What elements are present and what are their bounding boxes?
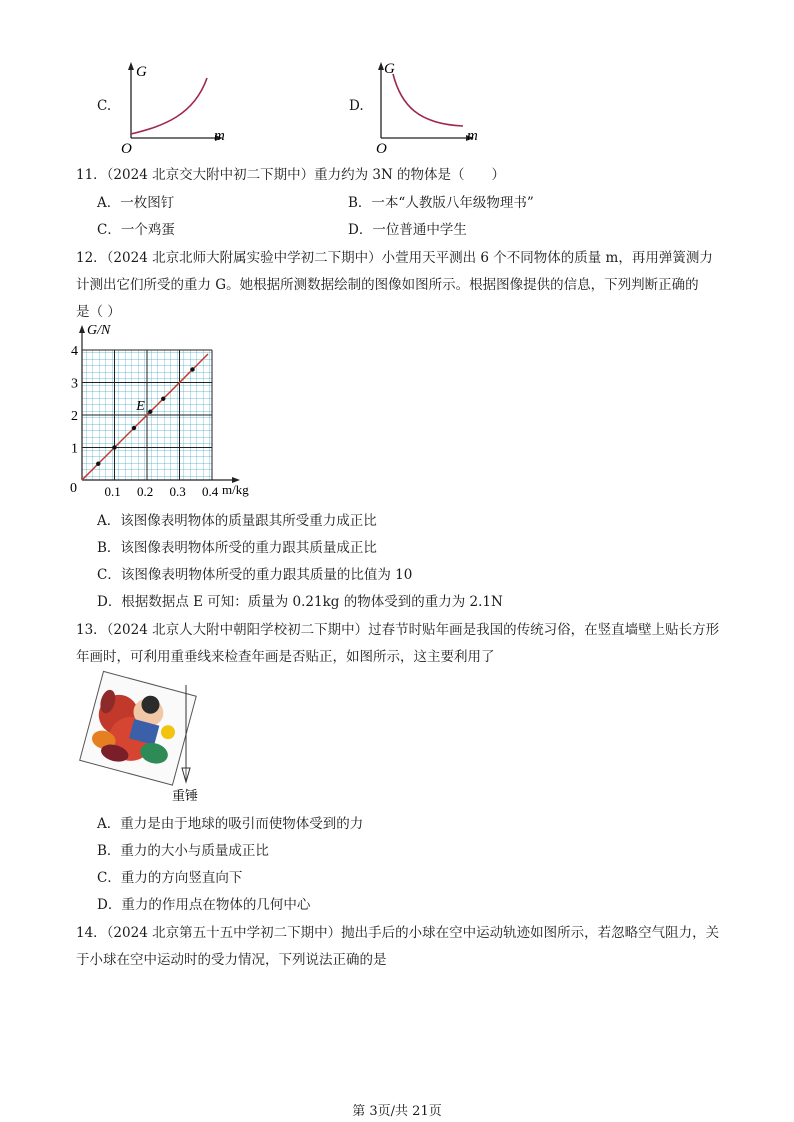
q11-option-d: D．一位普通中学生 <box>348 222 467 238</box>
q12-stem-line3: 是（ ） <box>76 304 121 320</box>
q10-c-x-axis-label: m <box>214 128 225 144</box>
q10-option-d <box>348 60 498 155</box>
q12-data-point <box>96 462 100 466</box>
q12-y-tick-label: 1 <box>71 441 78 457</box>
q12-option-b: B．该图像表明物体所受的重力跟其质量成正比 <box>97 540 377 556</box>
q12-y-tick-label: 3 <box>71 376 78 392</box>
q13-stem-line1: 13．（2024 北京人大附中朝阳学校初二下期中）过春节时贴年画是我国的传统习俗，在竖直墙壁上贴长方形 <box>76 622 720 638</box>
q12-x-tick-label: 0.1 <box>104 484 121 499</box>
q14-stem-line2: 于小球在空中运动时的受力情况，下列说法正确的是 <box>76 952 387 968</box>
q12-stem-line1: 12．（2024 北京北师大附属实验中学初二下期中）小萱用天平测出 6 个不同物体的质量 m，再用弹簧测力 <box>76 250 713 266</box>
q12-data-point <box>190 367 194 371</box>
q12-y-tick-label: 4 <box>71 344 78 359</box>
q10-option-c <box>94 60 244 155</box>
q11-stem: 11．（2024 北京交大附中初二下期中）重力约为 3N 的物体是（ ） <box>76 167 506 183</box>
q12-origin-label: 0 <box>70 481 77 496</box>
q13-option-b: B．重力的大小与质量成正比 <box>97 843 269 859</box>
q12-stem-line2: 计测出它们所受的重力 G。她根据所测数据绘制的图像如图所示。根据图像提供的信息，下列判断正确的 <box>76 277 699 293</box>
q12-y-tick-label: 2 <box>71 409 78 424</box>
q13-stem-line2: 年画时，可利用重垂线来检查年画是否贴正，如图所示，这主要利用了 <box>76 649 495 665</box>
q12-option-c: C．该图像表明物体所受的重力跟其质量的比值为 10 <box>97 567 413 583</box>
q12-option-d: D．根据数据点 E 可知：质量为 0.21kg 的物体受到的重力为 2.1N <box>97 594 503 610</box>
q10-graph-c <box>119 60 244 155</box>
q10-d-origin-label: O <box>376 141 387 155</box>
q11-option-a: A．一枚图钉 <box>97 195 175 211</box>
q10-graph-d <box>373 60 498 155</box>
q12-graph <box>60 320 270 505</box>
q13-plumb-bob-label: 重锤 <box>172 788 199 803</box>
q13-option-c: C．重力的方向竖直向下 <box>97 870 243 886</box>
q13-option-d: D．重力的作用点在物体的几何中心 <box>97 897 311 913</box>
q10-d-y-axis-label: G <box>384 61 395 77</box>
q14-stem-line1: 14．（2024 北京第五十五中学初二下期中）抛出手后的小球在空中运动轨迹如图所示，若忽略空气阻力，关 <box>76 925 720 941</box>
q12-data-point <box>112 445 116 449</box>
q11-option-c: C．一个鸡蛋 <box>97 222 175 238</box>
q12-x-tick-label: 0.2 <box>137 484 154 499</box>
q12-x-tick-label: 0.4 <box>202 484 219 499</box>
q13-option-a: A．重力是由于地球的吸引而使物体受到的力 <box>97 816 364 832</box>
page-footer: 第 3页/共 21页 <box>352 1104 442 1119</box>
q10-c-origin-label: O <box>121 141 132 155</box>
q12-data-point <box>148 410 152 414</box>
q12-y-axis-label: G/N <box>87 323 111 338</box>
q12-option-a: A．该图像表明物体的质量跟其所受重力成正比 <box>97 513 377 529</box>
q12-point-e-label: E <box>136 398 145 414</box>
q12-x-axis-label: m/kg <box>222 482 249 497</box>
q10-option-d-label: D. <box>349 98 364 114</box>
q12-x-tick-label: 0.3 <box>169 484 186 499</box>
q11-option-b: B．一本“人教版八年级物理书” <box>348 195 534 211</box>
q12-data-point <box>132 426 136 430</box>
q10-c-y-axis-label: G <box>136 64 147 80</box>
q10-option-c-label: C. <box>97 98 112 114</box>
q10-d-x-axis-label: m <box>467 128 478 144</box>
q12-data-point <box>161 397 165 401</box>
q13-new-year-painting-figure <box>72 670 202 805</box>
